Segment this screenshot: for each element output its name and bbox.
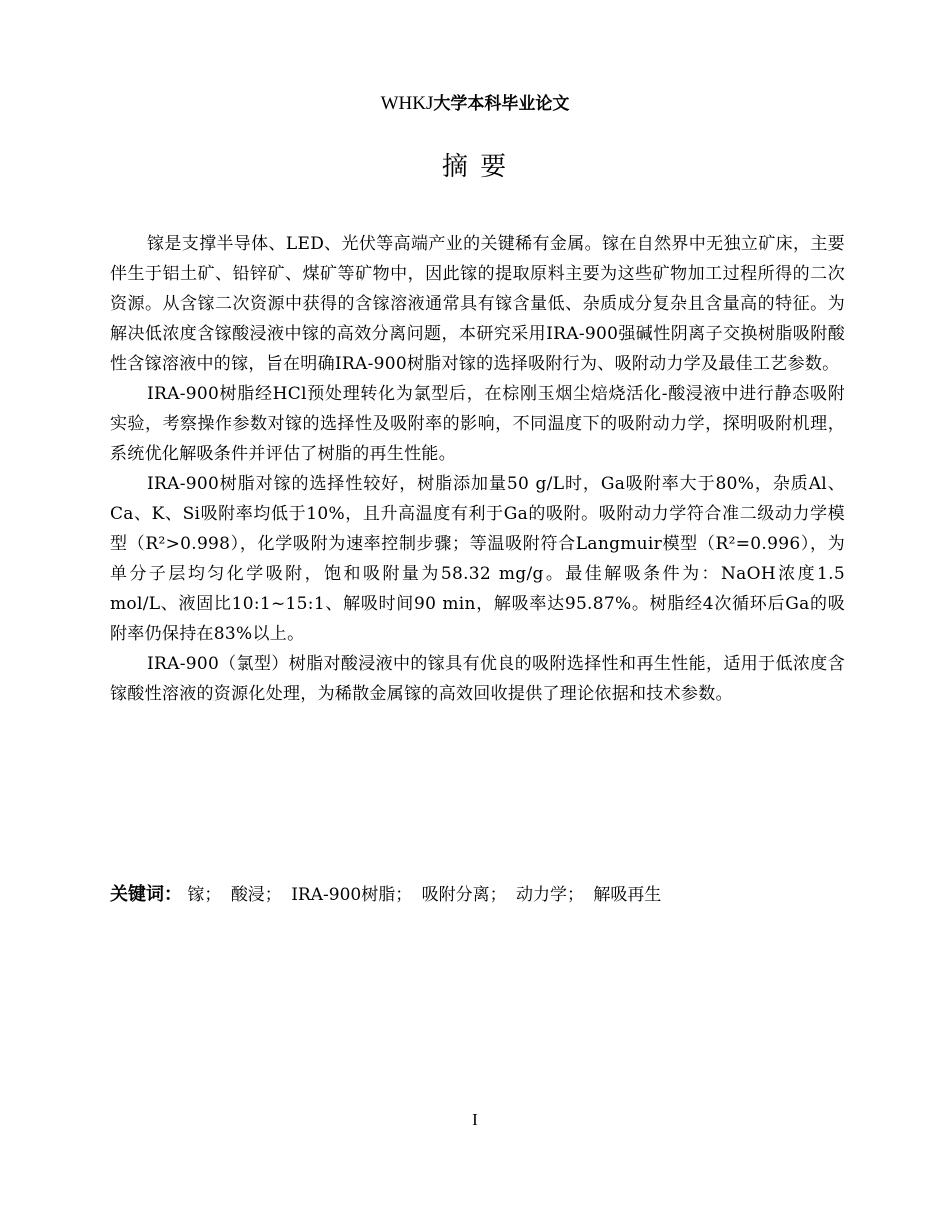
keywords-line xyxy=(110,880,845,910)
abstract-body xyxy=(110,229,845,709)
abstract-paragraph-4: IRA-900（氯型）树脂对酸浸液中的镓具有优良的吸附选择性和再生性能，适用于低浓度含镓酸性溶液的资源化处理，为稀散金属镓的高效回收提供了理论依据和技术参数。 xyxy=(110,654,845,704)
keyword-item: IRA-900树脂； xyxy=(291,885,413,905)
keyword-item: 镓； xyxy=(187,885,222,905)
abstract-paragraph-2: IRA-900树脂经HCl预处理转化为氯型后，在棕刚玉烟尘焙烧活化-酸浸液中进行静态吸附实验，考察操作参数对镓的选择性及吸附率的影响，不同温度下的吸附动力学，探明吸附机理，系统优化解吸条件并评估了树脂的再生性能。 xyxy=(110,384,845,464)
keyword-item: 吸附分离； xyxy=(421,885,507,905)
keyword-item: 解吸再生 xyxy=(593,885,662,905)
keyword-item: 酸浸； xyxy=(230,885,282,905)
page-title: 摘 要 xyxy=(441,152,509,182)
header-school-code: WHKJ xyxy=(380,93,434,114)
thesis-header xyxy=(0,92,950,116)
abstract-paragraph-1: 镓是支撑半导体、LED、光伏等高端产业的关键稀有金属。镓在自然界中无独立矿床，主要伴生于铝土矿、铅锌矿、煤矿等矿物中，因此镓的提取原料主要为这些矿物加工过程所得的二次资源。从含镓二次资源中获得的含镓溶液通常具有镓含量低、杂质成分复杂且含量高的特征。为解决低浓度含镓酸浸液中镓的高效分离问题，本研究采用IRA-900强碱性阴离子交换树脂吸附酸性含镓溶液中的镓，旨在明确IRA-900树脂对镓的选择吸附行为、吸附动力学及最佳工艺参数。 xyxy=(110,234,845,374)
keyword-item: 动力学； xyxy=(516,885,585,905)
header-label: 大学本科毕业论文 xyxy=(433,94,570,114)
page-number: I xyxy=(472,1110,478,1129)
abstract-paragraph-3: IRA-900树脂对镓的选择性较好，树脂添加量50 g/L时，Ga吸附率大于80%，杂质Al、Ca、K、Si吸附率均低于10%，且升高温度有利于Ga的吸附。吸附动力学符合准二级动力学模型（R²>0.998），化学吸附为速率控制步骤；等温吸附符合Langmuir模型（R²=0.996），为单分子层均匀化学吸附，饱和吸附量为58.32 mg/g。最佳解吸条件为：NaOH浓度1.5 mol/L、液固比10:1~15:1、解吸时间90 min，解吸率达95.87%。树脂经4次循环后Ga的吸附率仍保持在83%以上。 xyxy=(110,474,845,644)
keywords-label: 关键词： xyxy=(110,884,182,905)
